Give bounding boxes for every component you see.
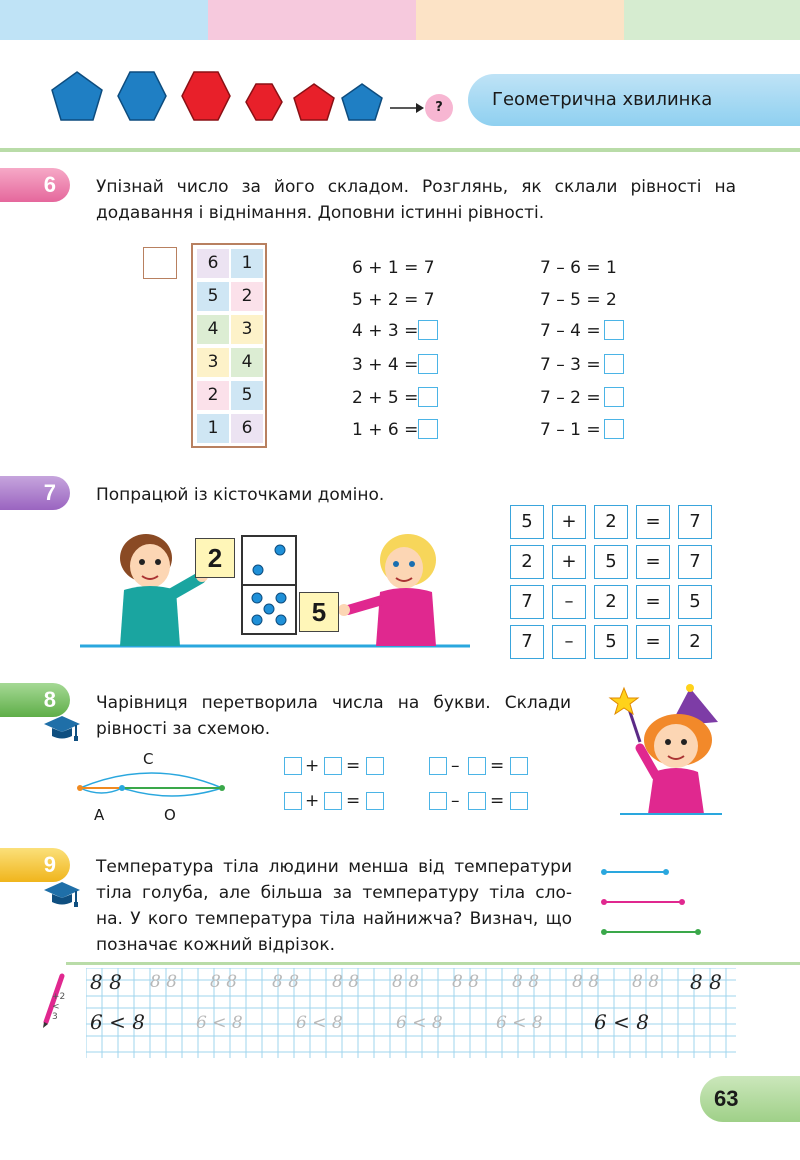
top-strip-blue: [0, 0, 208, 40]
pair-cell-b: 4: [231, 348, 263, 377]
header-divider: [0, 148, 800, 152]
pair-cell-b: 1: [231, 249, 263, 278]
copy-trace-88: 8 8: [572, 972, 600, 992]
answer-box[interactable]: [468, 792, 486, 810]
domino-pip: [252, 593, 262, 603]
top-strip-green: [624, 0, 800, 40]
addition-equation: 3 + 4 =: [352, 355, 419, 375]
grid-cell: 7: [510, 625, 544, 659]
grid-cell: =: [636, 545, 670, 579]
domino-pip: [275, 545, 285, 555]
task9-text-line3: на. У кого температура тіла найнижча? Визнач, що: [96, 909, 572, 929]
pair-cell-b: 2: [231, 282, 263, 311]
shape-sequence: [50, 68, 430, 128]
subtraction-equation: 7 – 5 = 2: [540, 290, 617, 310]
grid-cell: 5: [594, 625, 628, 659]
answer-box[interactable]: [510, 792, 528, 810]
domino-pip: [276, 593, 286, 603]
pair-cell-a: 4: [197, 315, 229, 344]
scheme-label-c: С: [143, 750, 154, 768]
temperature-segments: [598, 864, 708, 940]
hint-plus-two: +2: [52, 992, 66, 1002]
grid-cell: 7: [678, 505, 712, 539]
task6-text-line2: додавання і віднімання. Доповни істинні рівності.: [96, 203, 545, 223]
blue-small-pentagon-shape: [342, 84, 382, 120]
task8-text: [96, 690, 571, 742]
page-number: 63: [714, 1086, 739, 1111]
grid-cell: 7: [510, 585, 544, 619]
grid-cell: 2: [594, 585, 628, 619]
equals-sign: =: [346, 791, 361, 811]
answer-box[interactable]: [604, 320, 624, 340]
plus-sign: +: [305, 791, 320, 811]
answer-box[interactable]: [604, 419, 624, 439]
number-card-right: 5: [299, 592, 339, 632]
answer-box[interactable]: [429, 757, 447, 775]
grid-cell: +: [552, 505, 586, 539]
pair-cell-b: 3: [231, 315, 263, 344]
arrow-head-icon: [416, 103, 424, 113]
answer-box[interactable]: [324, 757, 342, 775]
task7-text: Попрацюй із кісточками доміно.: [96, 485, 385, 505]
pair-cell-a: 1: [197, 414, 229, 443]
copy-trace-inequality: 6 < 8: [296, 1013, 343, 1033]
graduation-cap-icon: [42, 714, 82, 742]
copy-trace-88: 8 8: [392, 972, 420, 992]
domino-pip: [276, 615, 286, 625]
task8-text-line1: Чарівниця перетворила числа на букви. Склади: [96, 693, 571, 713]
grid-cell: 2: [510, 545, 544, 579]
answer-box[interactable]: [418, 387, 438, 407]
copy-sample-inequality: 6 < 8: [90, 1010, 145, 1034]
grid-cell: 2: [678, 625, 712, 659]
addition-equation: 5 + 2 = 7: [352, 290, 435, 310]
domino-pip: [253, 565, 263, 575]
equals-sign: =: [490, 756, 505, 776]
subtraction-equation: 7 – 2 =: [540, 388, 601, 408]
top-strip-peach: [416, 0, 624, 40]
grid-cell: 5: [594, 545, 628, 579]
top-strip-pink: [208, 0, 416, 40]
answer-box[interactable]: [418, 419, 438, 439]
task9-text-line4: позначає кожний відрізок.: [96, 935, 336, 955]
copy-sample-88: 8 8: [690, 970, 722, 994]
scheme-label-a: А: [94, 806, 105, 824]
section-title: Геометрична хвилинка: [468, 74, 800, 126]
copy-trace-88: 8 8: [210, 972, 238, 992]
pair-cell-a: 6: [197, 249, 229, 278]
hint-less-than: <: [52, 1002, 60, 1012]
addition-equation: 2 + 5 =: [352, 388, 419, 408]
grid-cell: 5: [510, 505, 544, 539]
task-number-8: 8: [0, 683, 70, 717]
copy-sample-inequality: 6 < 8: [594, 1010, 649, 1034]
subtraction-equation: 7 – 6 = 1: [540, 258, 617, 278]
answer-box[interactable]: [418, 354, 438, 374]
star-icon: [610, 688, 638, 714]
answer-box[interactable]: [510, 757, 528, 775]
grid-cell: =: [636, 505, 670, 539]
copy-trace-inequality: 6 < 8: [396, 1013, 443, 1033]
red-hexagon-shape: [182, 72, 230, 120]
pair-cell-b: 6: [231, 414, 263, 443]
answer-box[interactable]: [284, 792, 302, 810]
copy-sample-88: 8 8: [90, 970, 122, 994]
number-card-left: 2: [195, 538, 235, 578]
answer-box[interactable]: [468, 757, 486, 775]
grid-cell: –: [552, 585, 586, 619]
task6-text: [96, 174, 736, 226]
answer-box[interactable]: [284, 757, 302, 775]
copy-trace-88: 8 8: [272, 972, 300, 992]
task-number-7: 7: [0, 476, 70, 510]
copy-trace-inequality: 6 < 8: [196, 1013, 243, 1033]
answer-box[interactable]: [324, 792, 342, 810]
witch-face: [654, 724, 698, 768]
boy-face: [130, 544, 170, 588]
question-mark-badge: ?: [425, 94, 453, 122]
blue-hexagon-shape: [118, 72, 166, 120]
blue-pentagon-shape: [52, 72, 102, 120]
task-number-6: 6: [0, 168, 70, 202]
red-pentagon-shape: [294, 84, 334, 120]
equals-sign: =: [346, 756, 361, 776]
equals-sign: =: [490, 791, 505, 811]
grid-cell: 7: [678, 545, 712, 579]
answer-box[interactable]: [604, 354, 624, 374]
addition-equation: 1 + 6 =: [352, 420, 419, 440]
pair-cell-a: 3: [197, 348, 229, 377]
grid-cell: 5: [678, 585, 712, 619]
pair-cell-a: 5: [197, 282, 229, 311]
task9-text-line1: Температура тіла людини менша від температури: [96, 857, 572, 877]
answer-box[interactable]: [429, 792, 447, 810]
subtraction-equation: 7 – 3 =: [540, 355, 601, 375]
copy-trace-inequality: 6 < 8: [496, 1013, 543, 1033]
addition-equation: 4 + 3 =: [352, 321, 419, 341]
answer-box[interactable]: [366, 757, 384, 775]
answer-box[interactable]: [366, 792, 384, 810]
plus-sign: +: [305, 756, 320, 776]
minus-sign: –: [451, 756, 460, 776]
girl-face: [385, 547, 423, 589]
graduation-cap-icon: [42, 880, 82, 908]
domino-pip: [264, 604, 274, 614]
addition-equation: 6 + 1 = 7: [352, 258, 435, 278]
copy-trace-88: 8 8: [150, 972, 178, 992]
grid-cell: =: [636, 585, 670, 619]
copy-trace-88: 8 8: [632, 972, 660, 992]
pair-cell-a: 2: [197, 381, 229, 410]
task9-text-line2: тіла голуба, але більша за температуру тіла сло-: [96, 883, 572, 903]
copy-trace-88: 8 8: [452, 972, 480, 992]
answer-box[interactable]: [418, 320, 438, 340]
copy-trace-88: 8 8: [512, 972, 540, 992]
answer-square-number[interactable]: [143, 247, 177, 279]
subtraction-equation: 7 – 4 =: [540, 321, 601, 341]
scheme-label-o: О: [164, 806, 176, 824]
witch-girl-illustration: [600, 682, 730, 818]
task6-text-line1: Упізнай число за його складом. Розглянь, як склали рівності на: [96, 177, 736, 197]
pair-cell-b: 5: [231, 381, 263, 410]
minus-sign: –: [451, 791, 460, 811]
answer-box[interactable]: [604, 387, 624, 407]
subtraction-equation: 7 – 1 =: [540, 420, 601, 440]
red-small-hexagon-shape: [246, 84, 282, 120]
domino-pip: [252, 615, 262, 625]
copybook-hint: [52, 992, 65, 1022]
grid-cell: =: [636, 625, 670, 659]
grid-cell: +: [552, 545, 586, 579]
grid-cell: –: [552, 625, 586, 659]
task8-text-line2: рівності за схемою.: [96, 719, 271, 739]
copy-trace-88: 8 8: [332, 972, 360, 992]
kids-domino-illustration: [80, 530, 470, 652]
task-number-9: 9: [0, 848, 70, 882]
number-composition-table: [191, 243, 267, 448]
task9-text: [96, 854, 572, 958]
hint-three: 3: [52, 1012, 58, 1022]
copybook-divider: [66, 962, 800, 965]
grid-cell: 2: [594, 505, 628, 539]
